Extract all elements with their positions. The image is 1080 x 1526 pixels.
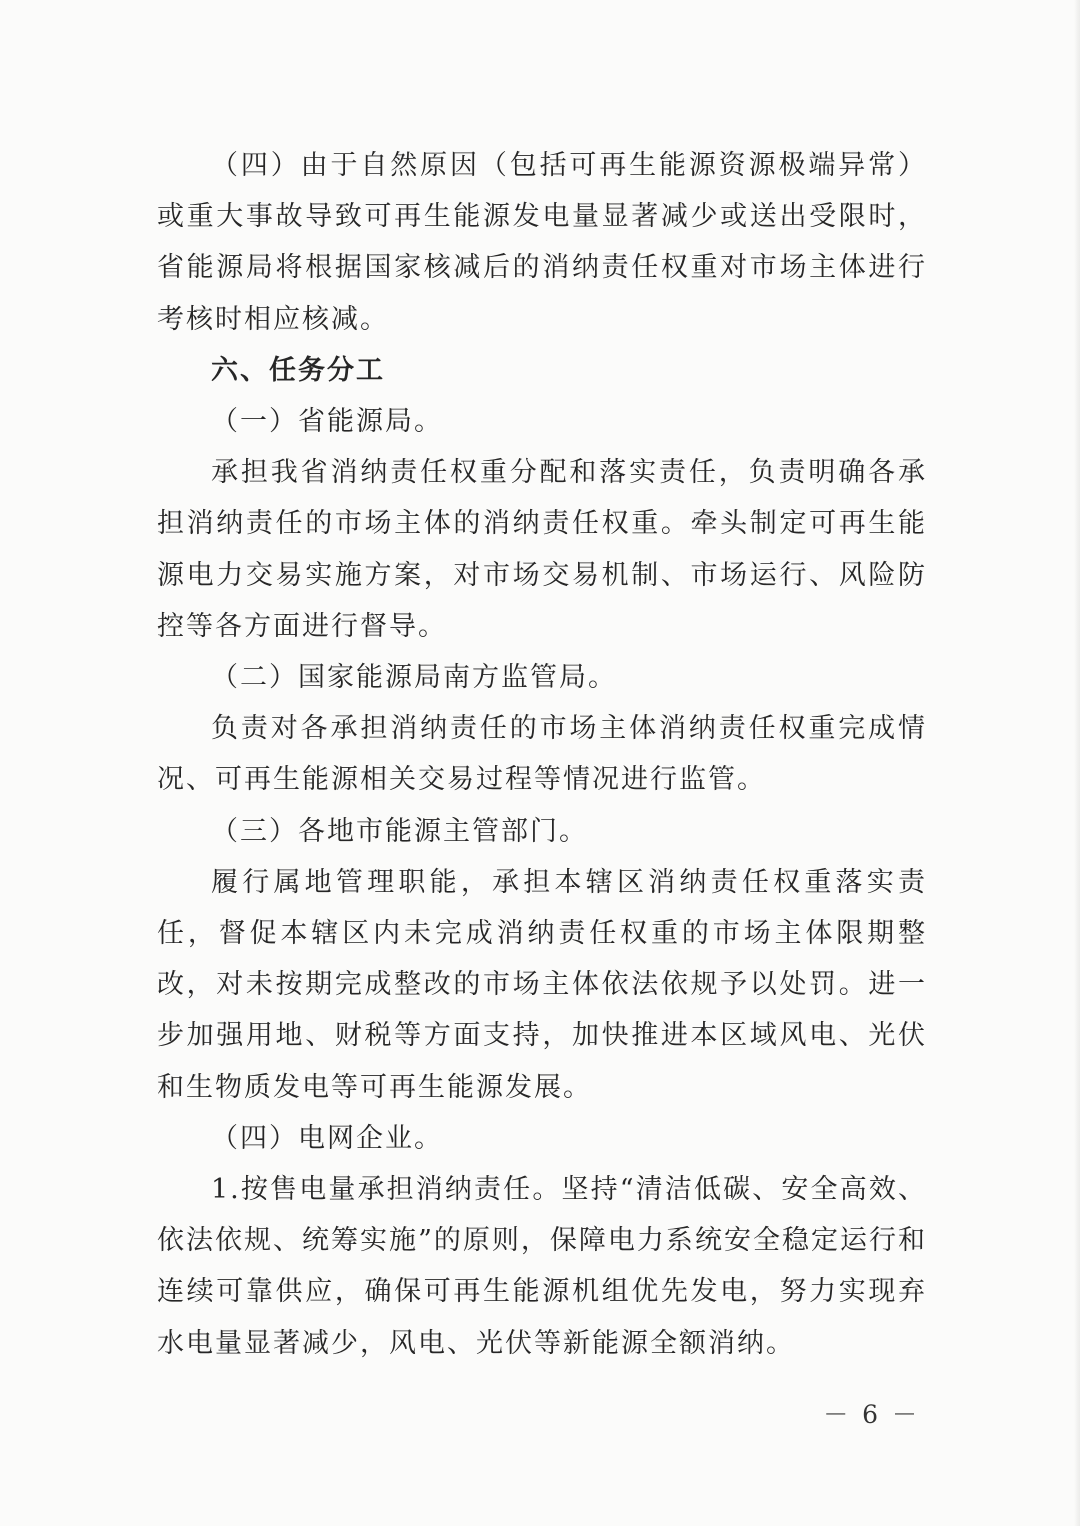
- subheading-provincial-energy-bureau: （一）省能源局。: [211, 406, 443, 438]
- section-heading-task-division: 六、任务分工: [211, 354, 385, 386]
- page-edge-shadow: [1074, 0, 1080, 1526]
- paragraph-natural-causes: （四）由于自然原因（包括可再生能源资源极端异常）或重大事故导致可再生能源发电量显著减少或送出受限时，省能源局将根据国家核减后的消纳责任权重对市场主体进行考核时相应核减。: [157, 150, 927, 335]
- paragraph-city-energy-departments: 履行属地管理职能，承担本辖区消纳责任权重落实责任，督促本辖区内未完成消纳责任权重的市场主体限期整改，对未按期完成整改的市场主体依法依规予以处罚。进一步加强用地、财税等方面支持，加快推进本区域风电、光伏和生物质发电等可再生能源发展。: [157, 866, 927, 1103]
- paragraph-grid-enterprises: 1.按售电量承担消纳责任。坚持“清洁低碳、安全高效、依法依规、统筹实施”的原则，保障电力系统安全稳定运行和连续可靠供应，确保可再生能源机组优先发电，努力实现弃水电量显著减少，风电、光伏等新能源全额消纳。: [157, 1174, 927, 1359]
- subheading-city-energy-departments: （三）各地市能源主管部门。: [211, 815, 588, 847]
- subheading-grid-enterprises: （四）电网企业。: [211, 1122, 443, 1154]
- paragraph-provincial-energy-bureau: 承担我省消纳责任权重分配和落实责任，负责明确各承担消纳责任的市场主体的消纳责任权重。牵头制定可再生能源电力交易实施方案，对市场交易机制、市场运行、风险防控等各方面进行督导。: [157, 457, 927, 642]
- document-body: [157, 140, 927, 1369]
- subheading-southern-regulatory-bureau: （二）国家能源局南方监管局。: [211, 662, 617, 694]
- page-number: － 6 －: [823, 1400, 920, 1429]
- paragraph-southern-regulatory-bureau: 负责对各承担消纳责任的市场主体消纳责任权重完成情况、可再生能源相关交易过程等情况进行监管。: [157, 713, 927, 796]
